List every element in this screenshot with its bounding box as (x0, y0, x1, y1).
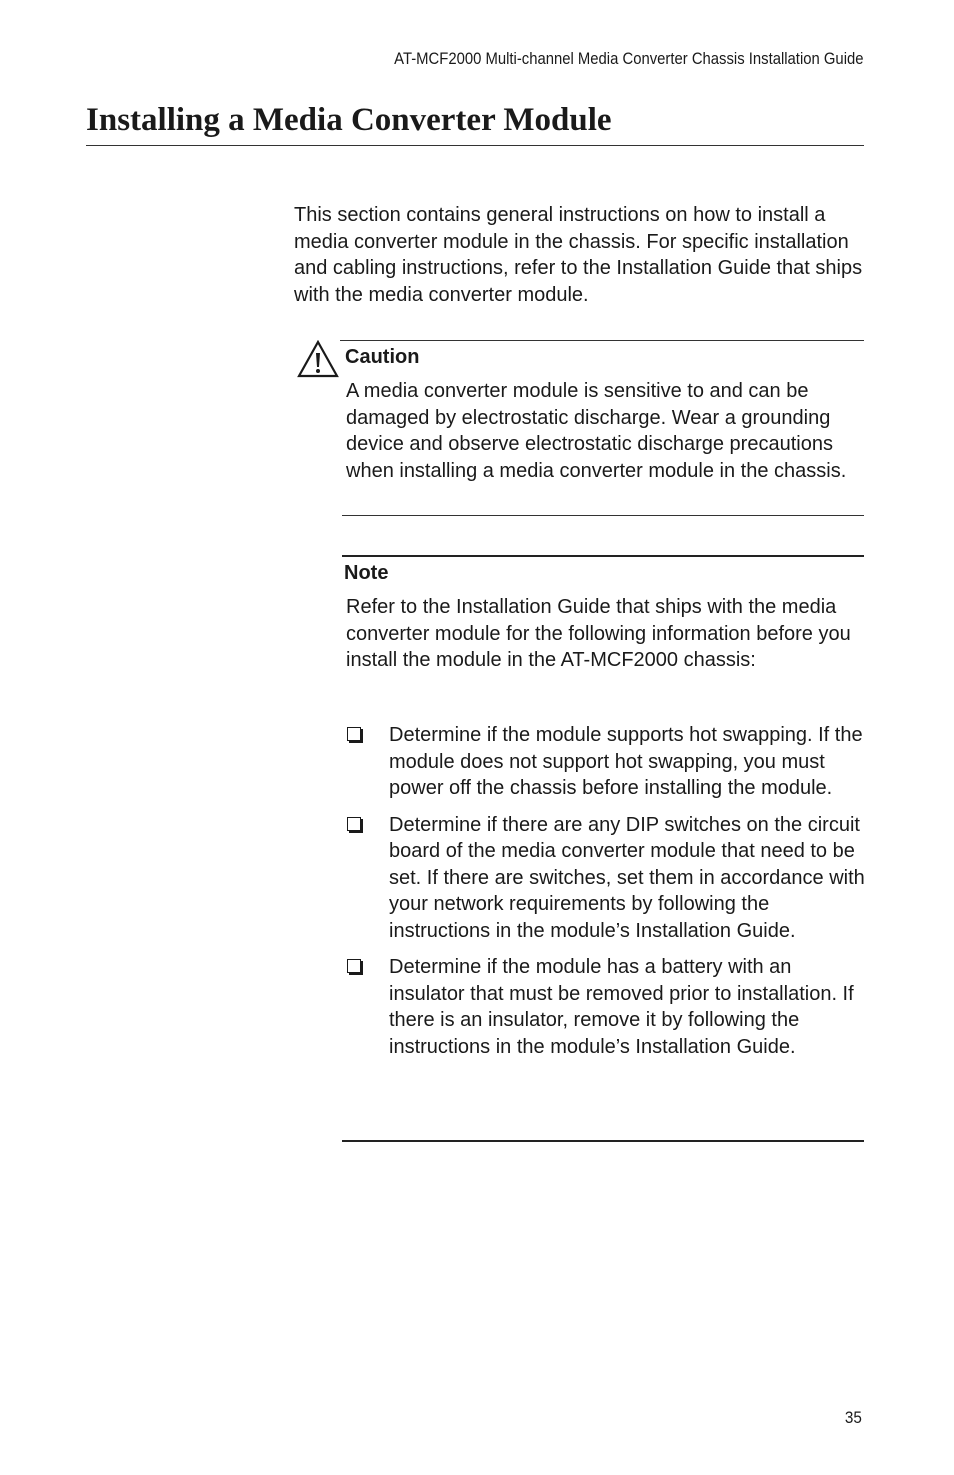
caution-label: Caution (345, 346, 420, 368)
checklist-item (344, 812, 866, 945)
caution-text: A media converter module is sensitive to and can be damaged by electrostatic discharge. Wear a grounding device and observe electrostatic discharge precautions when installing a media converter module in the chassis. (346, 380, 847, 482)
checkbox-bullet-icon (347, 959, 361, 973)
intro-paragraph: This section contains general instructions on how to install a media converter module in the chassis. For specific installation and cabling instructions, refer to the Installation Guide that ships with the media converter module. (294, 204, 863, 306)
checkbox-bullet-icon (347, 727, 361, 741)
caution-top-rule (340, 340, 864, 341)
checkbox-bullet-icon (347, 817, 361, 831)
note-checklist (344, 722, 866, 1070)
note-text: Refer to the Installation Guide that ships with the media converter module for the following information before you install the module in the AT-MCF2000 chassis: (346, 596, 851, 671)
checklist-item-text: Determine if the module supports hot swapping. If the module does not support hot swapping, you must power off the chassis before installing the module. (389, 724, 863, 799)
note-label: Note (344, 562, 389, 584)
warning-triangle-icon (297, 340, 339, 378)
section-title: Installing a Media Converter Module (86, 102, 612, 138)
running-header: AT-MCF2000 Multi-channel Media Converter Chassis Installation Guide (394, 50, 864, 68)
page-number: 35 (844, 1408, 862, 1427)
checklist-item (344, 722, 866, 802)
title-rule (86, 145, 864, 146)
checklist-item (344, 954, 866, 1060)
note-bottom-rule (342, 1140, 864, 1142)
caution-bottom-rule (342, 515, 864, 516)
checklist-item-text: Determine if the module has a battery with an insulator that must be removed prior to installation. If there is an insulator, remove it by following the instructions in the module’s Installation Guide. (389, 956, 854, 1058)
checklist-item-text: Determine if there are any DIP switches on the circuit board of the media converter module that need to be set. If there are switches, set them in accordance with your network requirements by following the instructions in the module’s Installation Guide. (389, 813, 865, 942)
note-top-rule (342, 555, 864, 557)
